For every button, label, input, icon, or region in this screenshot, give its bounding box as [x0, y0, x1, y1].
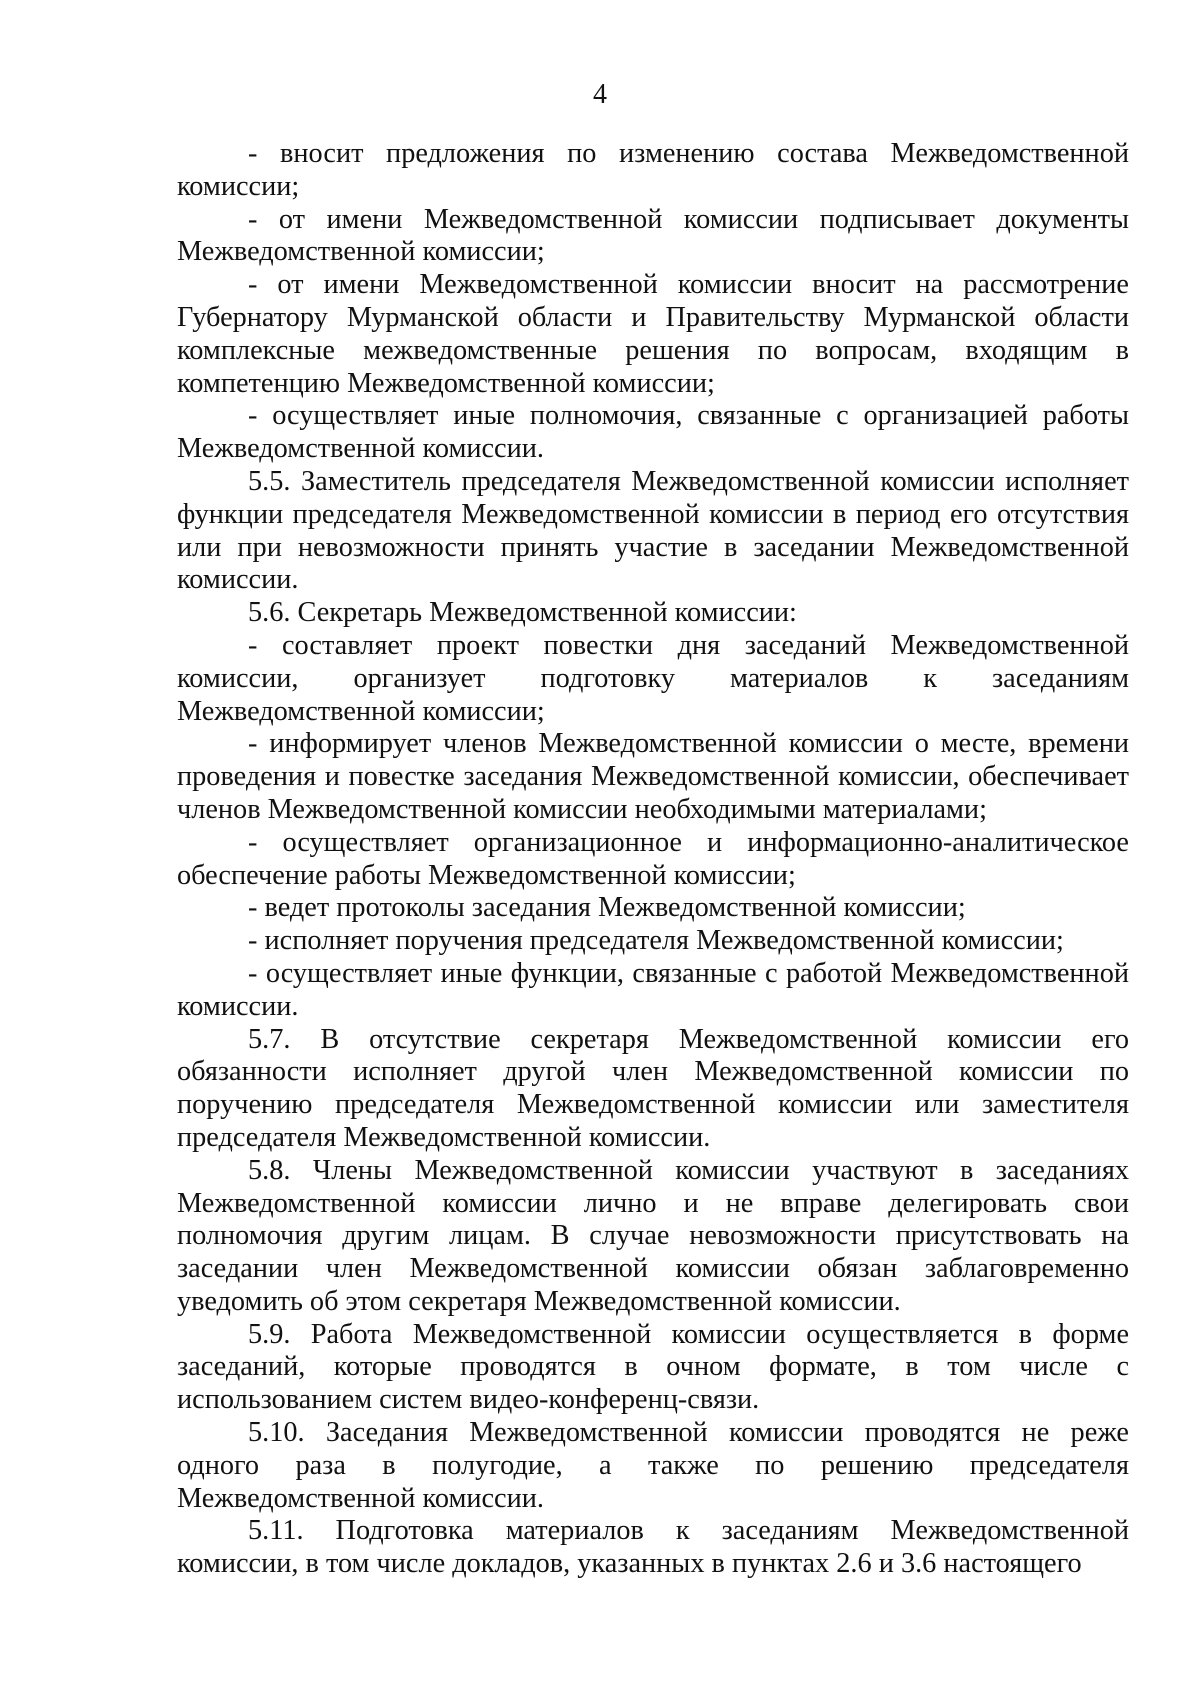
paragraph: 5.10. Заседания Межведомственной комиссии проводятся не реже одного раза в полугодие, а также по решению председателя Межведомственной комиссии. [177, 1417, 1129, 1514]
paragraph: - от имени Межведомственной комиссии вносит на рассмотрение Губернатору Мурманской области и Правительству Мурманской области комплексные межведомственные решения по вопросам, входящим в компетенцию Межведомственной комиссии; [177, 269, 1129, 399]
paragraph: - исполняет поручения председателя Межведомственной комиссии; [248, 925, 1064, 957]
paragraph: - ведет протоколы заседания Межведомственной комиссии; [248, 892, 966, 924]
paragraph: 5.8. Члены Межведомственной комиссии участвуют в заседаниях Межведомственной комиссии лично и не вправе делегировать свои полномочия другим лицам. В случае невозможности присутствовать на заседании член Межведомственной комиссии обязан заблаговременно уведомить об этом секретаря Межведомственной комиссии. [177, 1154, 1129, 1317]
paragraph: - вносит предложения по изменению состава Межведомственной комиссии; [177, 138, 1129, 202]
paragraph: - осуществляет организационное и информационно-аналитическое обеспечение работы Межведомственной комиссии; [177, 826, 1129, 891]
paragraph: 5.9. Работа Межведомственной комиссии осуществляется в форме заседаний, которые проводятся в очном формате, в том числе с использованием систем видео-конференц-связи. [177, 1318, 1129, 1416]
paragraph: - осуществляет иные функции, связанные с работой Межведомственной комиссии. [177, 957, 1129, 1022]
paragraph: 5.11. Подготовка материалов к заседаниям Межведомственной комиссии, в том числе докладов, указанных в пунктах 2.6 и 3.6 настоящего [177, 1515, 1129, 1580]
page-number: 4 [593, 79, 607, 110]
paragraph: - информирует членов Межведомственной комиссии о месте, времени проведения и повестке заседания Межведомственной комиссии, обеспечивает членов Межведомственной комиссии необходимыми материалами; [177, 728, 1129, 825]
paragraph: - осуществляет иные полномочия, связанные с организацией работы Межведомственной комиссии. [177, 400, 1129, 465]
paragraph: - составляет проект повестки дня заседаний Межведомственной комиссии, организует подготовку материалов к заседаниям Межведомственной комиссии; [177, 629, 1129, 727]
paragraph: 5.7. В отсутствие секретаря Межведомственной комиссии его обязанности исполняет другой член Межведомственной комиссии по поручению председателя Межведомственной комиссии или заместителя председателя Межведомственной комиссии. [177, 1023, 1129, 1153]
paragraph: 5.6. Секретарь Межведомственной комиссии: [248, 597, 797, 629]
document-body [177, 138, 1129, 1581]
paragraph: 5.5. Заместитель председателя Межведомственной комиссии исполняет функции председателя Межведомственной комиссии в период его отсутствия или при невозможности принять участие в заседании Межведомственной комиссии. [177, 465, 1129, 596]
paragraph: - от имени Межведомственной комиссии подписывает документы Межведомственной комиссии; [177, 203, 1129, 268]
